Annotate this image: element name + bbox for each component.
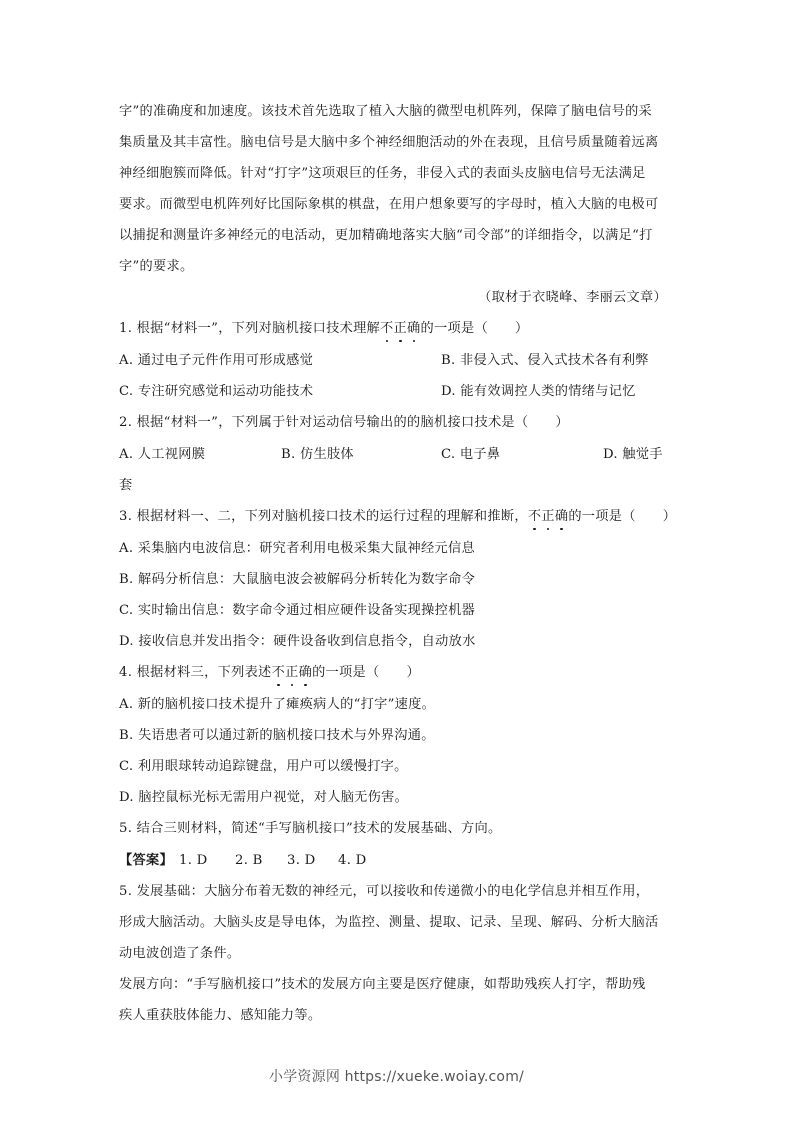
- emphasis-char: 正: [285, 665, 299, 680]
- option-c: C. 专注研究感觉和运动功能技术: [119, 384, 314, 399]
- emphasis-char: 不: [380, 321, 394, 336]
- option-a: A. 通过电子元件作用可形成感觉: [119, 353, 314, 368]
- answer-5-line: 5. 发展基础：大脑分布着无数的神经元，可以接收和传递微小的电化学信息并相互作用，: [119, 884, 650, 899]
- question-stem-text: 3. 根据材料一、二，下列对脑机接口技术的运行过程的理解和推断，: [119, 509, 528, 524]
- answer-item: 3. D: [287, 853, 316, 868]
- option-c: C. 利用眼球转动追踪键盘，用户可以缓慢打字。: [119, 759, 408, 774]
- emphasis-char: 不: [271, 665, 286, 680]
- emphasis-char: 确: [554, 509, 569, 524]
- emphasis-char: 不: [527, 509, 542, 524]
- passage-line: 要求。而微型电机阵列好比国际象棋的棋盘，在用户想象要写的字母时，植入大脑的电极可: [119, 197, 659, 212]
- question-stem-text: 4. 根据材料三，下列表述: [119, 665, 272, 680]
- question-2-option-wrap: 套: [119, 478, 133, 493]
- question-2-stem: 2. 根据“材料一”，下列属于针对运动信号输出的的脑机接口技术是（ ）: [119, 415, 569, 430]
- passage-source: （取材于衣晓峰、李丽云文章）: [478, 290, 667, 305]
- option-d: D. 脑控鼠标光标无需用户视觉，对人脑无伤害。: [119, 790, 409, 805]
- option-c: C. 电子鼻: [441, 447, 501, 462]
- answer-key-row: [119, 852, 679, 870]
- answer-5-line: 疾人重获肢体能力、感知能力等。: [119, 1008, 322, 1023]
- question-3-stem: [119, 508, 679, 526]
- answer-item: 1. D: [179, 853, 208, 868]
- option-a: A. 人工视网膜: [119, 447, 206, 462]
- question-stem-text: 的一项是（ ）: [568, 509, 677, 524]
- option-b: B. 仿生肢体: [281, 447, 354, 462]
- answer-5-line: 发展方向：“手写脑机接口”技术的发展方向主要是医疗健康，如帮助残疾人打字，帮助残: [119, 977, 646, 992]
- question-stem-text: 的一项是（ ）: [420, 321, 529, 336]
- emphasis-char: 确: [407, 321, 421, 336]
- question-1-stem: [119, 320, 679, 338]
- question-4-stem: [119, 664, 679, 682]
- option-d: D. 接收信息并发出指令：硬件设备收到信息指令，自动放水: [119, 634, 476, 649]
- answer-label: 【答案】: [119, 853, 173, 868]
- passage-line: 以捕捉和测量许多神经元的电活动，更加精确地落实大脑“司令部”的详细指令，以满足“打: [119, 228, 653, 243]
- passage-line: 神经细胞簇而降低。针对“打字”这项艰巨的任务，非侵入式的表面头皮脑电信号无法满足: [119, 166, 646, 181]
- emphasis-char: 正: [541, 509, 555, 524]
- answer-5-line: 动电波创造了条件。: [119, 946, 241, 961]
- passage-line: 集质量及其丰富性。脑电信号是大脑中多个神经细胞活动的外在表现，且信号质量随着远离: [119, 135, 659, 150]
- footer-watermark: 小学资源网 https://xueke.woiay.com/: [269, 1069, 524, 1085]
- question-5-stem: 5. 结合三则材料，简述“手写脑机接口”技术的发展基础、方向。: [119, 821, 502, 836]
- answer-item: 4. D: [338, 853, 367, 868]
- option-a: A. 新的脑机接口技术提升了瘫痪病人的“打字”速度。: [119, 697, 436, 712]
- option-d: D. 能有效调控人类的情绪与记忆: [441, 384, 636, 399]
- answer-5-line: 形成大脑活动。大脑头皮是导电体，为监控、测量、提取、记录、呈现、解码、分析大脑活: [119, 915, 659, 930]
- option-b: B. 解码分析信息：大鼠脑电波会被解码分析转化为数字命令: [119, 572, 476, 587]
- option-c: C. 实时输出信息：数字命令通过相应硬件设备实现操控机器: [119, 603, 476, 618]
- emphasis-char: 正: [393, 321, 408, 336]
- option-d: D. 触觉手: [603, 447, 663, 462]
- answer-item: 2. B: [235, 853, 263, 868]
- emphasis-char: 确: [298, 665, 313, 680]
- question-stem-text: 的一项是（ ）: [312, 665, 420, 680]
- option-b: B. 失语患者可以通过新的脑机接口技术与外界沟通。: [119, 728, 435, 743]
- option-a: A. 采集脑内电波信息：研究者利用电极采集大鼠神经元信息: [119, 541, 475, 556]
- question-stem-text: 1. 根据“材料一”，下列对脑机接口技术理解: [119, 321, 381, 336]
- passage-line: 字”的准确度和加速度。该技术首先选取了植入大脑的微型电机阵列，保障了脑电信号的采: [119, 104, 653, 119]
- passage-line: 字”的要求。: [119, 259, 194, 274]
- option-b: B. 非侵入式、侵入式技术各有利弊: [441, 353, 649, 368]
